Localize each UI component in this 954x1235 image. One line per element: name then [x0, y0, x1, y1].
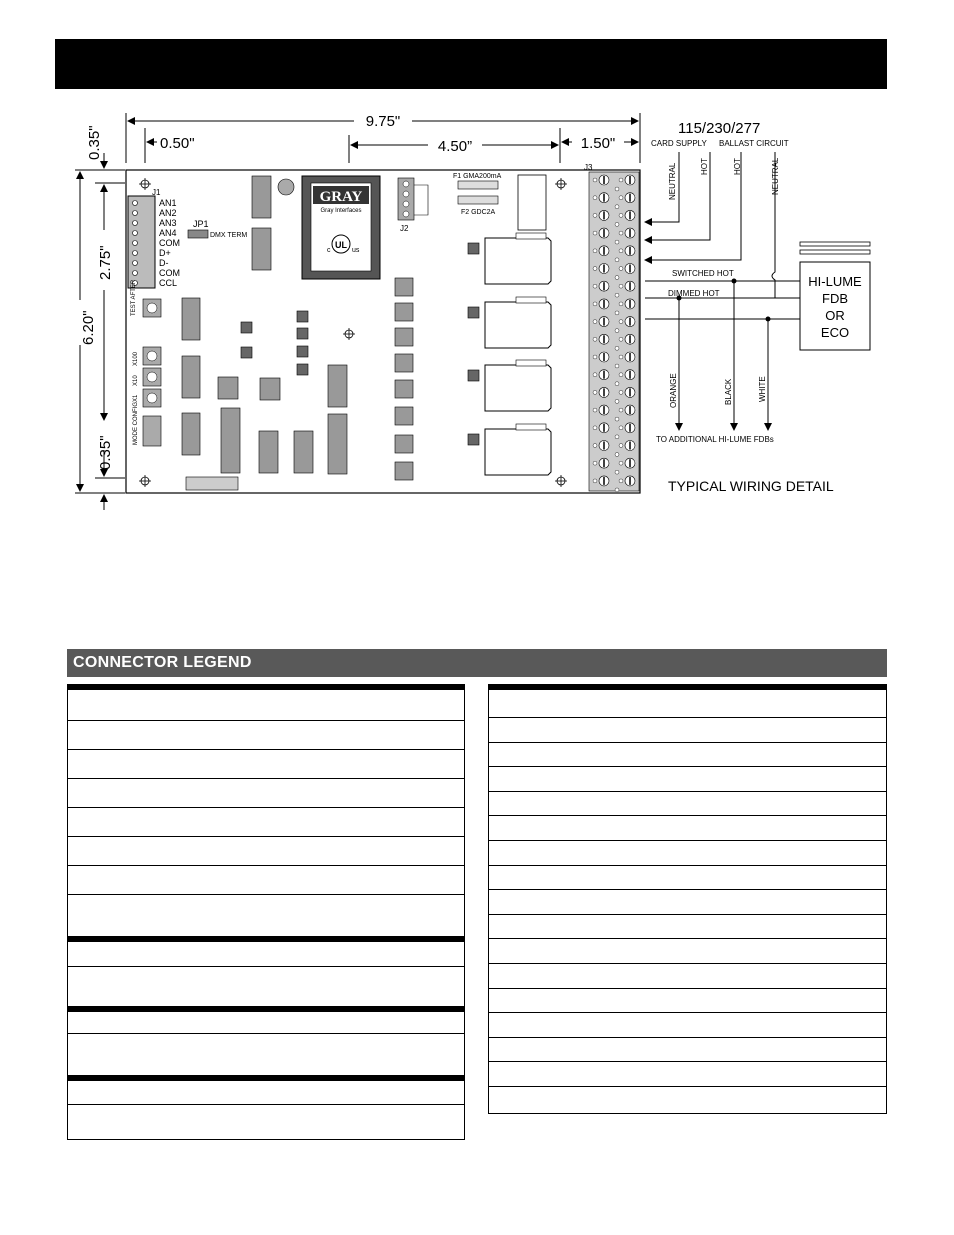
fuse2-label: F2 GDC2A [461, 209, 496, 216]
fuse1-label: F1 GMA200mA [453, 173, 502, 180]
j1-label: J1 [152, 188, 161, 197]
j1-pin-ccl: CCL [159, 278, 178, 288]
legend-table-left [67, 684, 465, 1140]
j1-connector [128, 196, 155, 288]
legend-row [489, 1038, 886, 1063]
dimmed-hot-label: DIMMED HOT [668, 289, 720, 298]
legend-row [489, 718, 886, 743]
relay-small [518, 175, 546, 230]
svg-text:X1: X1 [133, 394, 139, 402]
ballast-circuit-label: BALLAST CIRCUIT [719, 139, 789, 148]
to-additional-label: TO ADDITIONAL HI-LUME FDBs [656, 435, 774, 444]
legend-row [68, 721, 464, 750]
legend-row [489, 792, 886, 817]
legend-table-right [488, 684, 887, 1114]
legend-row [489, 841, 886, 866]
dim-middle-span: 4.50” [437, 138, 473, 155]
jp1-jumper [188, 230, 208, 238]
legend-row [489, 816, 886, 841]
orange-wire-label: ORANGE [669, 373, 678, 408]
legend-row [489, 743, 886, 768]
white-wire-label: WHITE [758, 376, 767, 402]
legend-row [68, 895, 464, 937]
svg-text:X100: X100 [133, 351, 139, 366]
black-wire-label: BLACK [724, 378, 733, 405]
legend-row [489, 989, 886, 1014]
crystal [278, 179, 294, 195]
j1-pin-an2: AN2 [159, 208, 177, 218]
header-bar [55, 39, 887, 89]
j1-pin-an1: AN1 [159, 198, 177, 208]
legend-row [68, 967, 464, 1007]
j1-pin-an4: AN4 [159, 228, 177, 238]
legend-row [68, 685, 464, 721]
legend-row [68, 750, 464, 779]
legend-row [489, 685, 886, 718]
dim-overall-width: 9.75" [365, 113, 401, 130]
switched-hot-label: SWITCHED HOT [672, 269, 734, 278]
legend-row [489, 1087, 886, 1112]
fixture-line-4: ECO [820, 325, 850, 340]
svg-text:c: c [327, 247, 331, 254]
hot-wire-2: HOT [733, 158, 742, 175]
legend-row [68, 837, 464, 866]
svg-text:TEST AFTER: TEST AFTER [131, 279, 137, 316]
j1-pin-com2: COM [159, 268, 180, 278]
dim-left-offset: 0.50" [160, 135, 195, 152]
hot-wire-1: HOT [700, 158, 709, 175]
j2-label: J2 [400, 224, 409, 233]
legend-row [68, 808, 464, 837]
jp1-text: DMX TERM [210, 232, 248, 239]
legend-row [489, 866, 886, 891]
legend-row [68, 866, 464, 895]
j1-pin-dminus: D- [159, 258, 169, 268]
legend-row [489, 964, 886, 989]
j1-pins [133, 201, 138, 286]
legend-row [68, 779, 464, 808]
neutral-wire-1: NEUTRAL [668, 162, 677, 200]
fixture-line-2: FDB [822, 291, 848, 306]
wiring-caption: TYPICAL WIRING DETAIL [668, 478, 834, 494]
j1-pin-an3: AN3 [159, 218, 177, 228]
card-supply-label: CARD SUPPLY [651, 139, 707, 148]
fixture-line-3: OR [825, 308, 845, 323]
gray-logo-subtext: Gray Interfaces [320, 208, 362, 214]
fuse2 [458, 196, 498, 204]
legend-row [68, 1105, 464, 1130]
svg-text:us: us [352, 247, 360, 254]
svg-text:UL: UL [335, 240, 347, 250]
dim-right-span: 1.50" [580, 135, 616, 152]
legend-row [489, 939, 886, 964]
legend-row [68, 1076, 464, 1105]
legend-row [489, 915, 886, 940]
j1-pin-dplus: D+ [159, 248, 171, 258]
svg-text:MODE CONFIG: MODE CONFIG [133, 402, 139, 445]
legend-row [489, 767, 886, 792]
connector-legend-title: CONNECTOR LEGEND [67, 649, 887, 677]
legend-row [489, 890, 886, 915]
dim-bottom-margin: 0.35" [97, 435, 114, 470]
wire-junctions [677, 279, 771, 322]
svg-text:X10: X10 [133, 375, 139, 386]
legend-row [68, 1007, 464, 1034]
neutral-wire-2: NEUTRAL [771, 157, 780, 195]
legend-row [68, 1034, 464, 1076]
j3-terminal-strip [589, 172, 639, 492]
board-wiring-diagram [0, 95, 954, 515]
dim-j1-span: 2.75" [97, 245, 114, 280]
jp1-label: JP1 [193, 219, 209, 229]
legend-row [68, 937, 464, 967]
legend-row [489, 1013, 886, 1038]
label-pad [186, 477, 238, 490]
dim-top-margin: 0.35" [86, 125, 103, 160]
j3-label: J3 [584, 163, 593, 172]
fixture-line-1: HI-LUME [808, 274, 862, 289]
voltage-label: 115/230/277 [678, 120, 761, 137]
dim-overall-height: 6.20" [80, 310, 97, 345]
fuse1 [458, 181, 498, 189]
legend-row [489, 1062, 886, 1087]
j1-pin-com1: COM [159, 238, 180, 248]
gray-logo: GRAY [319, 189, 363, 205]
